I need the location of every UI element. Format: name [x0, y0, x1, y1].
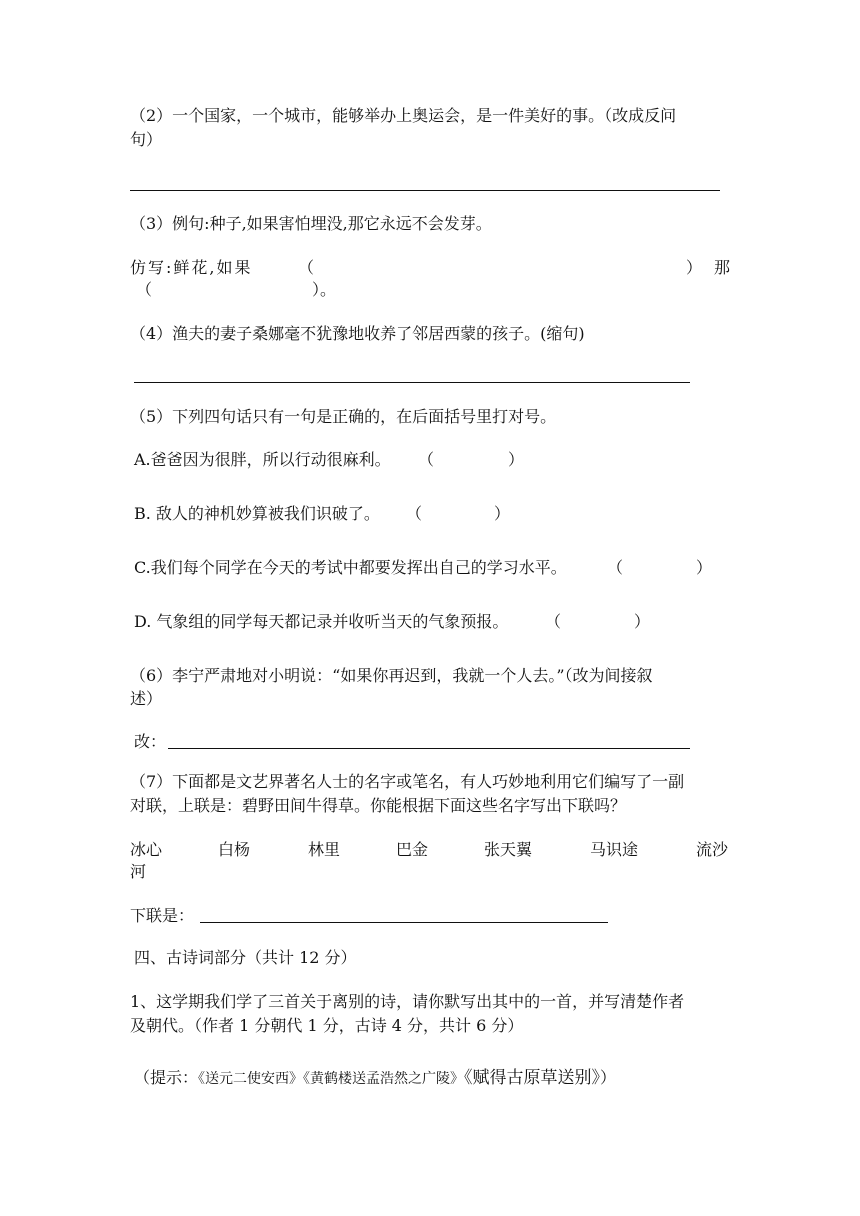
q2-line-1: （2）一个国家，一个城市，能够举办上奥运会，是一件美好的事。（改成反问 [130, 106, 677, 125]
q3-open-paren-2: （ [136, 280, 153, 299]
q3-close-paren-2: ）。 [312, 280, 337, 299]
section4-title: 四、古诗词部分（共计 12 分） [134, 948, 357, 967]
q5-option-b: B. 敌人的神机妙算被我们识破了。 [134, 504, 380, 523]
q7-name-6: 马识途 [590, 840, 639, 859]
q5-option-a: A.爸爸因为很胖，所以行动很麻利。 [134, 450, 391, 469]
q7-answer-label: 下联是： [130, 906, 195, 925]
q5-option-c-open-paren: （ [607, 558, 624, 577]
q7-line-1: （7）下面都是文艺界著名人士的名字或笔名，有人巧妙地利用它们编写了一副 [130, 772, 685, 791]
q3-close-paren-1: ） [686, 258, 703, 277]
q2-answer-line [130, 190, 720, 191]
q7-name-3: 林里 [308, 840, 341, 859]
hint-title-1: 《送元二使安西》 [198, 1071, 304, 1087]
q4-text: （4）渔夫的妻子桑娜毫不犹豫地收养了邻居西蒙的孩子。(缩句) [130, 324, 585, 343]
q6-line-1: （6）李宁严肃地对小明说：“如果你再迟到，我就一个人去。”（改为间接叙 [130, 666, 653, 685]
q7-line-2: 对联，上联是：碧野田间牛得草。你能根据下面这些名字写出下联吗？ [130, 796, 627, 815]
q5-option-a-open-paren: （ [418, 450, 435, 469]
q5-option-d-open-paren: （ [545, 612, 562, 631]
q4-answer-line [134, 382, 690, 383]
q5-option-a-close-paren: ） [508, 450, 525, 469]
q7-name-7: 流沙 [696, 840, 729, 859]
hint-suffix: ） [600, 1068, 617, 1087]
q5-prompt: （5）下列四句话只有一句是正确的，在后面括号里打对号。 [130, 407, 557, 426]
q3-word-na: 那 [714, 258, 731, 277]
q7-name-2: 白杨 [218, 840, 251, 859]
hint-title-2: 《黄鹤楼送孟浩然之广陵》 [303, 1071, 465, 1087]
q2-line-2: 句） [130, 130, 163, 149]
q7-name-1: 冰心 [130, 840, 163, 859]
q5-option-c-close-paren: ） [696, 558, 713, 577]
q7-answer-line [200, 922, 608, 923]
q5-option-b-close-paren: ） [494, 504, 511, 523]
q5-option-c: C.我们每个同学在今天的考试中都要发挥出自己的学习水平。 [134, 558, 567, 577]
q6-answer-label: 改： [134, 732, 167, 751]
section4-q1-line-1: 1、这学期我们学了三首关于离别的诗，请你默写出其中的一首，并写清楚作者 [130, 992, 685, 1011]
q5-option-d: D. 气象组的同学每天都记录并收听当天的气象预报。 [134, 612, 509, 631]
q5-option-d-close-paren: ） [634, 612, 651, 631]
section4-q1-line-2: 及朝代。（作者 1 分朝代 1 分，古诗 4 分，共计 6 分） [130, 1016, 524, 1035]
q7-name-wrap: 河 [130, 862, 147, 881]
q3-example: （3）例句:种子,如果害怕埋没,那它永远不会发芽。 [130, 214, 492, 233]
q5-option-b-open-paren: （ [406, 504, 423, 523]
q7-name-5: 张天翼 [484, 840, 533, 859]
hint-prefix: （提示： [134, 1068, 199, 1087]
q6-answer-line [168, 748, 690, 749]
hint-title-3: 《赋得古原草送别》 [464, 1068, 601, 1088]
section4-hint [134, 1068, 616, 1089]
q6-line-2: 述） [130, 689, 163, 708]
q7-name-4: 巴金 [396, 840, 429, 859]
q3-open-paren-1: （ [298, 258, 315, 277]
q3-fill-prompt: 仿写:鲜花,如果 [130, 258, 253, 277]
